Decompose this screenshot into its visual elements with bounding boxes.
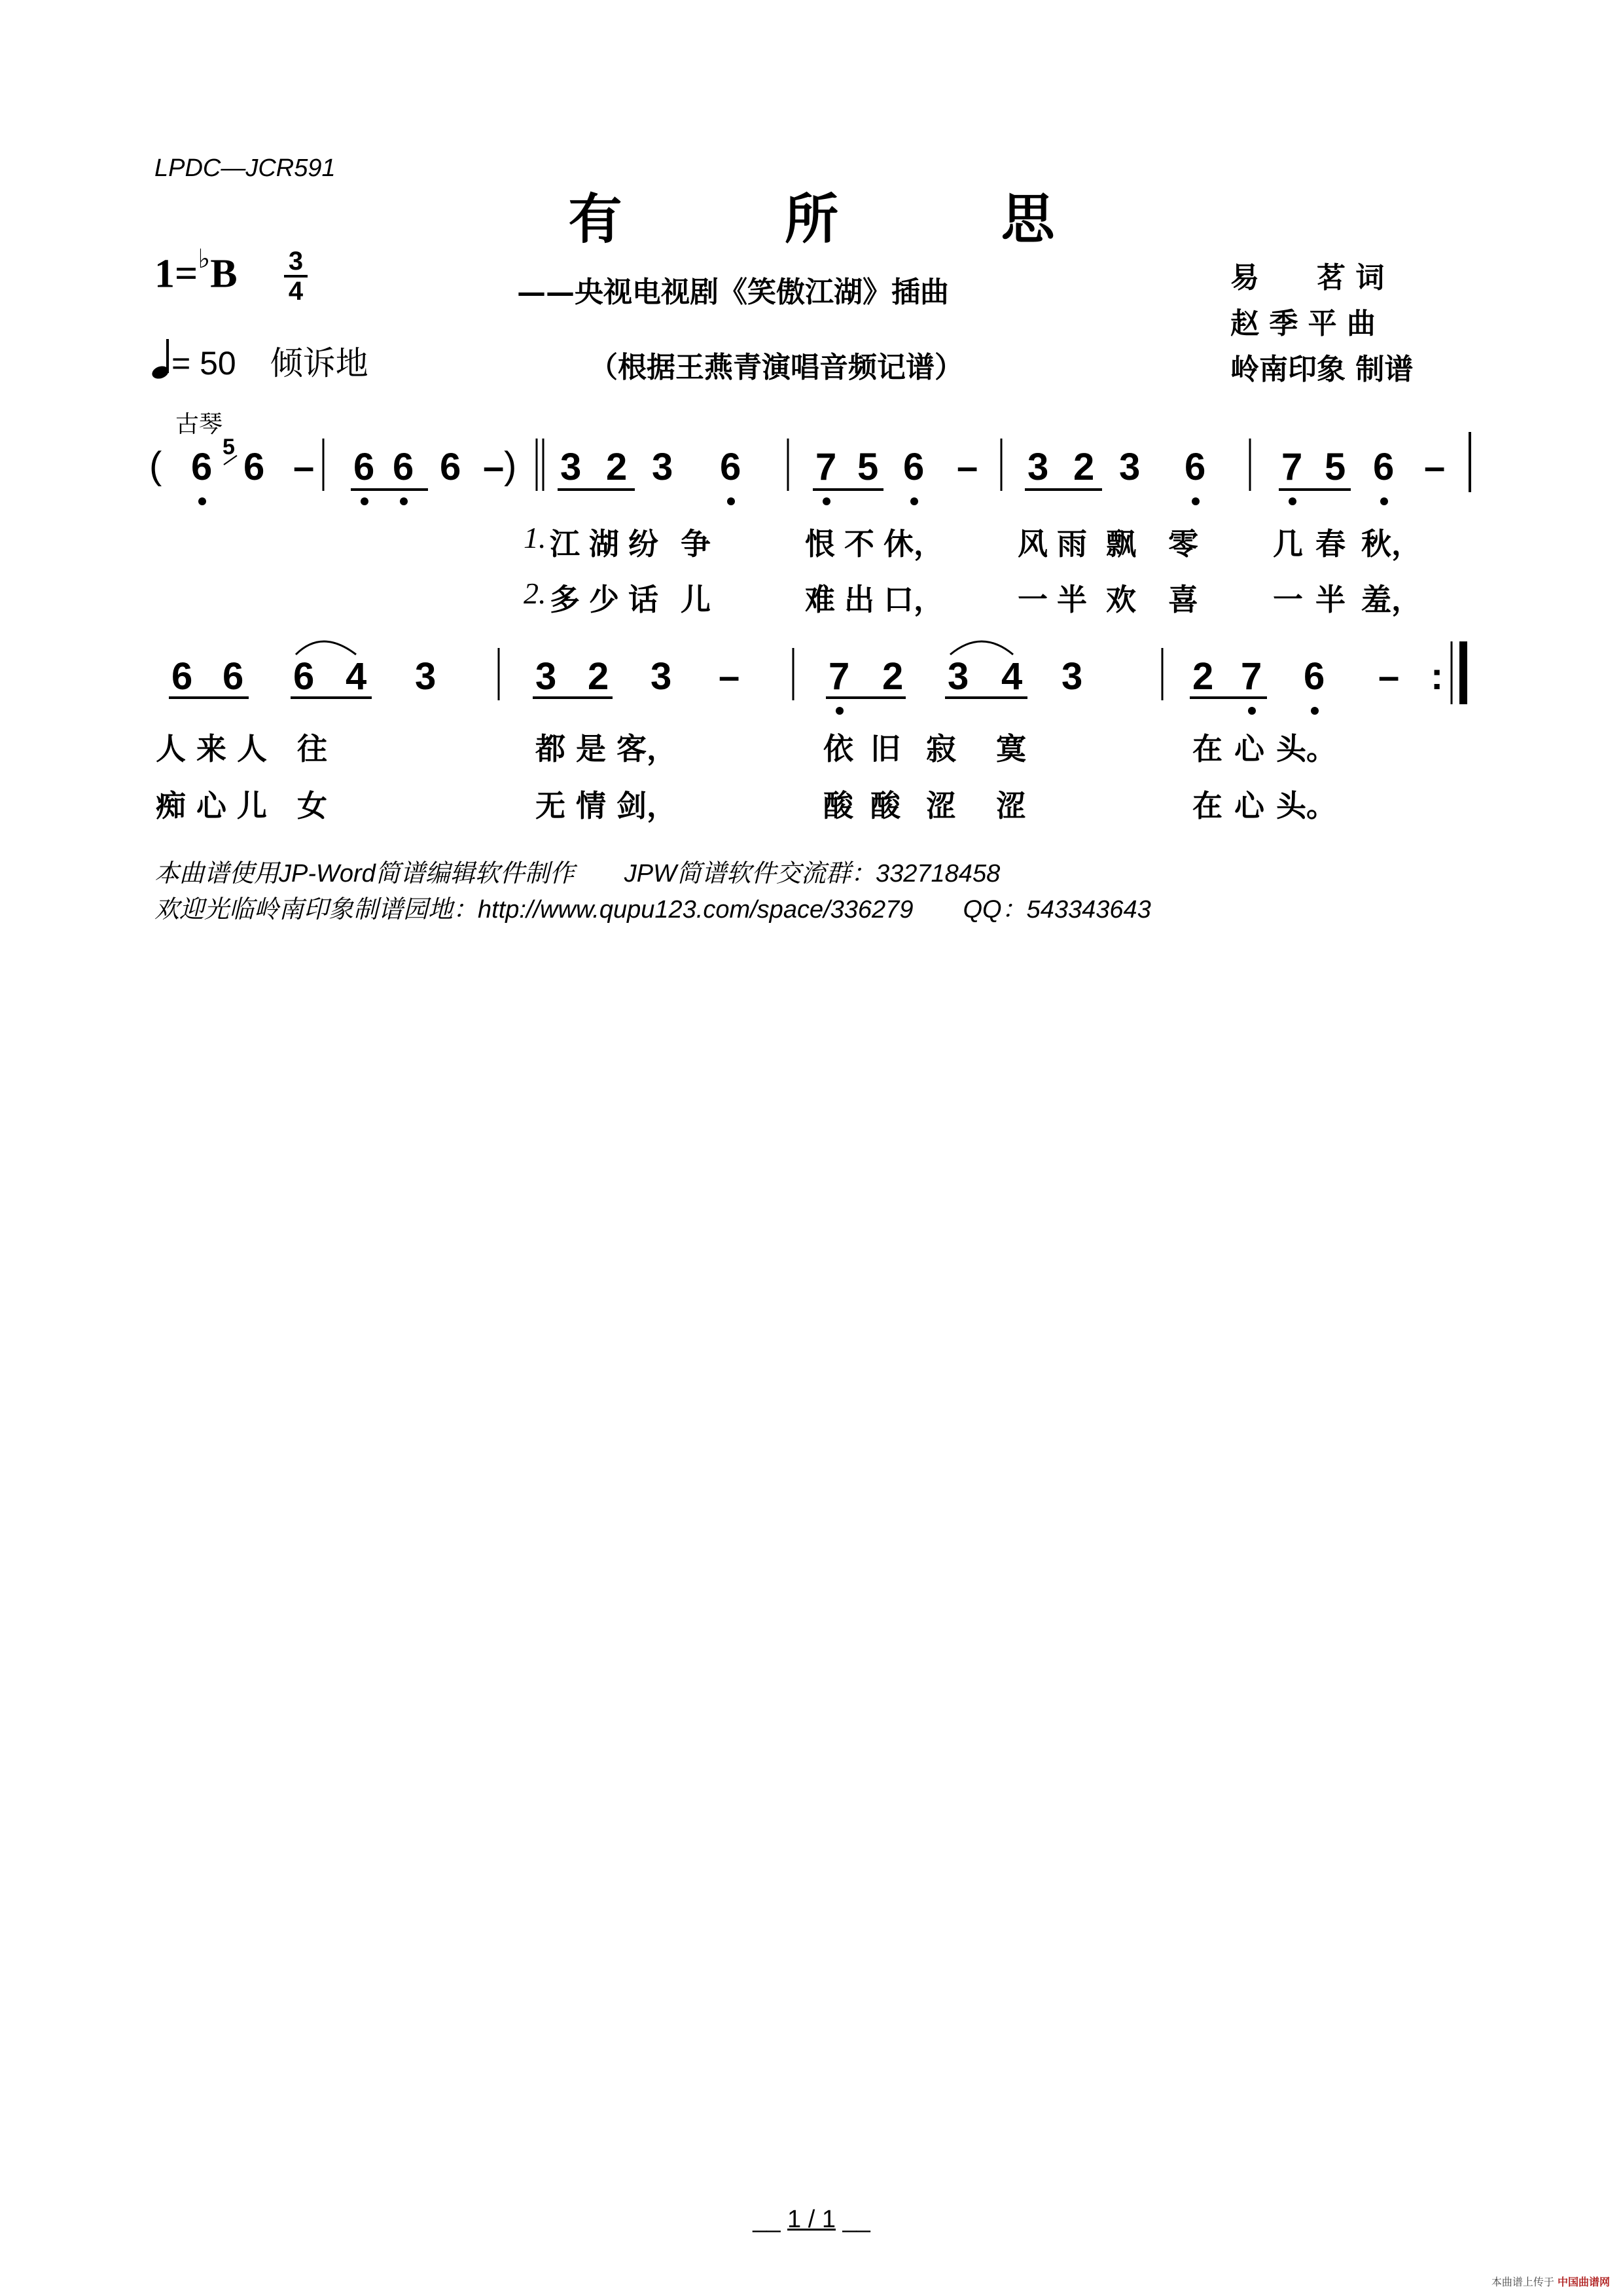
melody-note: 7 <box>829 655 850 698</box>
lyric-char: 儿 <box>237 788 267 823</box>
lyric-char: 飘 <box>1106 526 1136 562</box>
melody-note: 6 <box>903 446 925 488</box>
octave-dot <box>1311 707 1319 715</box>
recording-note: （根据王燕青演唱音频记谱） <box>589 351 963 384</box>
time-sig-bottom: 4 <box>288 277 304 306</box>
dash-note: – <box>483 446 505 488</box>
lyric-char: 喜 <box>1168 582 1198 617</box>
lyric-char: 零 <box>1168 526 1198 562</box>
melody-note: 6 <box>293 655 315 698</box>
melody-note: 7 <box>1281 446 1303 488</box>
melody-note: 6 <box>440 446 461 488</box>
subtitle: ——央视电视剧《笑傲江湖》插曲 <box>517 276 949 309</box>
lyric-char: 多 <box>550 582 580 617</box>
melody-note: 6 <box>393 446 414 488</box>
melody-note: 6 <box>223 655 244 698</box>
lyric-char: 几 <box>1273 526 1303 562</box>
melody-note: 6 <box>1304 655 1325 698</box>
octave-dot <box>727 497 735 505</box>
melody-note: 2 <box>1192 655 1214 698</box>
key-prefix: 1= <box>154 251 198 296</box>
lyric-char: 涩 <box>926 788 956 823</box>
lyric-char: 争 <box>681 526 711 562</box>
lyric-char: 无 <box>535 788 565 823</box>
lyric-char: 羞， <box>1361 582 1421 617</box>
melody-note: 3 <box>1119 446 1141 488</box>
melody-note: 3 <box>1061 655 1083 698</box>
melody-note: 5 <box>1325 446 1346 488</box>
lyric-char: 春 <box>1315 526 1346 562</box>
lyric-char: 不 <box>844 526 874 562</box>
octave-dot <box>361 497 368 505</box>
melody-note: 6 <box>171 655 193 698</box>
lyric-char: 恨 <box>805 526 835 562</box>
lyric-char: 痴 <box>156 788 186 823</box>
page-number: __ 1 / 1 __ <box>753 2206 870 2233</box>
octave-dot <box>836 707 844 715</box>
lyric-char: 湖 <box>589 526 619 562</box>
melody-note: 2 <box>606 446 628 488</box>
melody-note: 5 <box>857 446 879 488</box>
melody-note: 4 <box>1001 655 1023 698</box>
melody-note: 6 <box>1185 446 1206 488</box>
lyric-char: 剑， <box>616 788 677 823</box>
lyric-char: 涩 <box>996 788 1026 823</box>
melody-note: 3 <box>652 446 673 488</box>
melody-note: 3 <box>535 655 557 698</box>
melody-note: 6 <box>720 446 741 488</box>
key-letter: B <box>210 251 238 296</box>
lyric-char: 女 <box>297 788 327 823</box>
lyric-char: 欢 <box>1106 582 1136 617</box>
melody-note: 3 <box>948 655 969 698</box>
melody-note: 3 <box>415 655 437 698</box>
melody-note: 6 <box>1373 446 1395 488</box>
melody-note: 6 <box>191 446 213 488</box>
footer-software-note: 本曲谱使用JP-Word简谱编辑软件制作 JPW简谱软件交流群：332718458 <box>154 860 1001 888</box>
lyric-char: 酸 <box>823 788 853 823</box>
melody-note: 3 <box>1027 446 1049 488</box>
lyric-char: 往 <box>297 731 327 766</box>
lyric-char: 口， <box>883 582 944 617</box>
lyricist-credit: 易 茗 词 <box>1230 261 1385 295</box>
slur <box>296 641 356 655</box>
intro-close-paren: ) <box>504 444 517 487</box>
lyric-char: 都 <box>535 731 565 766</box>
lyric-char: 酸 <box>870 788 901 823</box>
lyric-char: 旧 <box>870 731 901 766</box>
score-code: LPDC—JCR591 <box>154 154 336 182</box>
melody-note: 7 <box>1241 655 1262 698</box>
instrument-label: 古琴 <box>175 411 223 438</box>
lyric-char: 一 <box>1018 582 1048 617</box>
melody-note: 4 <box>346 655 367 698</box>
lyric-char: 寂 <box>926 731 956 766</box>
lyric-char: 来 <box>196 731 226 766</box>
lyric-char: 出 <box>844 582 874 617</box>
lyric-char: 雨 <box>1057 526 1087 562</box>
lyric-char: 江 <box>550 526 580 562</box>
dash-note: – <box>1424 446 1446 488</box>
lyric-char: 儿 <box>681 582 711 617</box>
lyric-char: 人 <box>237 731 267 766</box>
dash-note: – <box>719 655 740 698</box>
dash-note: – <box>293 446 315 488</box>
repeat-dots: : <box>1431 655 1444 698</box>
melody-note: 6 <box>353 446 375 488</box>
octave-dot <box>1192 497 1200 505</box>
octave-dot <box>198 497 206 505</box>
intro-open-paren: ( <box>149 444 162 487</box>
final-bar-line <box>1459 641 1467 704</box>
melody-note: 7 <box>815 446 837 488</box>
lyric-char: 客， <box>616 731 677 766</box>
grace-note: 5 <box>223 435 235 459</box>
melody-note: 3 <box>651 655 672 698</box>
lyric-char: 半 <box>1057 582 1087 617</box>
dash-note: – <box>957 446 978 488</box>
lyric-char: 心 <box>1234 731 1264 766</box>
lyric-char: 休， <box>883 526 944 562</box>
verse-number: 1. <box>524 521 546 554</box>
transcriber-credit: 岭南印象 制谱 <box>1230 353 1414 386</box>
melody-note: 2 <box>1073 446 1095 488</box>
lyric-char: 在 <box>1192 788 1222 823</box>
lyric-char: 情 <box>576 788 606 823</box>
verse-number: 2. <box>524 577 546 610</box>
flat-sign: ♭ <box>198 244 211 274</box>
lyric-char: 头。 <box>1276 788 1336 823</box>
lyric-char: 人 <box>156 731 186 766</box>
octave-dot <box>1380 497 1388 505</box>
lyric-char: 半 <box>1315 582 1346 617</box>
lyric-char: 心 <box>1234 788 1264 823</box>
lyric-char: 寞 <box>996 731 1026 766</box>
lyric-char: 心 <box>196 788 226 823</box>
melody-note: 6 <box>243 446 265 488</box>
lyric-char: 一 <box>1273 582 1303 617</box>
lyric-char: 难 <box>805 582 835 617</box>
melody-note: 2 <box>588 655 609 698</box>
footer-website-link[interactable]: 欢迎光临岭南印象制谱园地：http://www.qupu123.com/space/336279 QQ：543343643 <box>154 896 1151 924</box>
lyric-char: 话 <box>628 582 658 617</box>
octave-dot <box>1248 707 1256 715</box>
lyric-char: 风 <box>1018 526 1048 562</box>
lyric-char: 在 <box>1192 731 1222 766</box>
lyric-char: 秋， <box>1361 526 1421 562</box>
time-sig-top: 3 <box>288 247 304 276</box>
lyric-char: 是 <box>576 731 606 766</box>
lyric-char: 少 <box>589 582 619 617</box>
octave-dot <box>823 497 830 505</box>
tempo-value: = 50 <box>171 345 236 382</box>
dash-note: – <box>1378 655 1400 698</box>
lyric-char: 依 <box>823 731 853 766</box>
grace-note-slash <box>224 456 237 465</box>
melody-note: 2 <box>882 655 904 698</box>
page-title: 有 所 思 <box>568 188 1127 251</box>
lyric-char: 头。 <box>1276 731 1336 766</box>
composer-credit: 赵 季 平 曲 <box>1230 307 1376 340</box>
octave-dot <box>910 497 918 505</box>
upload-watermark: 本曲谱上传于 中国曲谱网 <box>1491 2276 1610 2288</box>
melody-note: 3 <box>560 446 582 488</box>
tempo-expression: 倾诉地 <box>270 345 368 382</box>
octave-dot <box>400 497 408 505</box>
slur <box>950 641 1013 655</box>
lyric-char: 纷 <box>628 526 658 562</box>
octave-dot <box>1289 497 1296 505</box>
